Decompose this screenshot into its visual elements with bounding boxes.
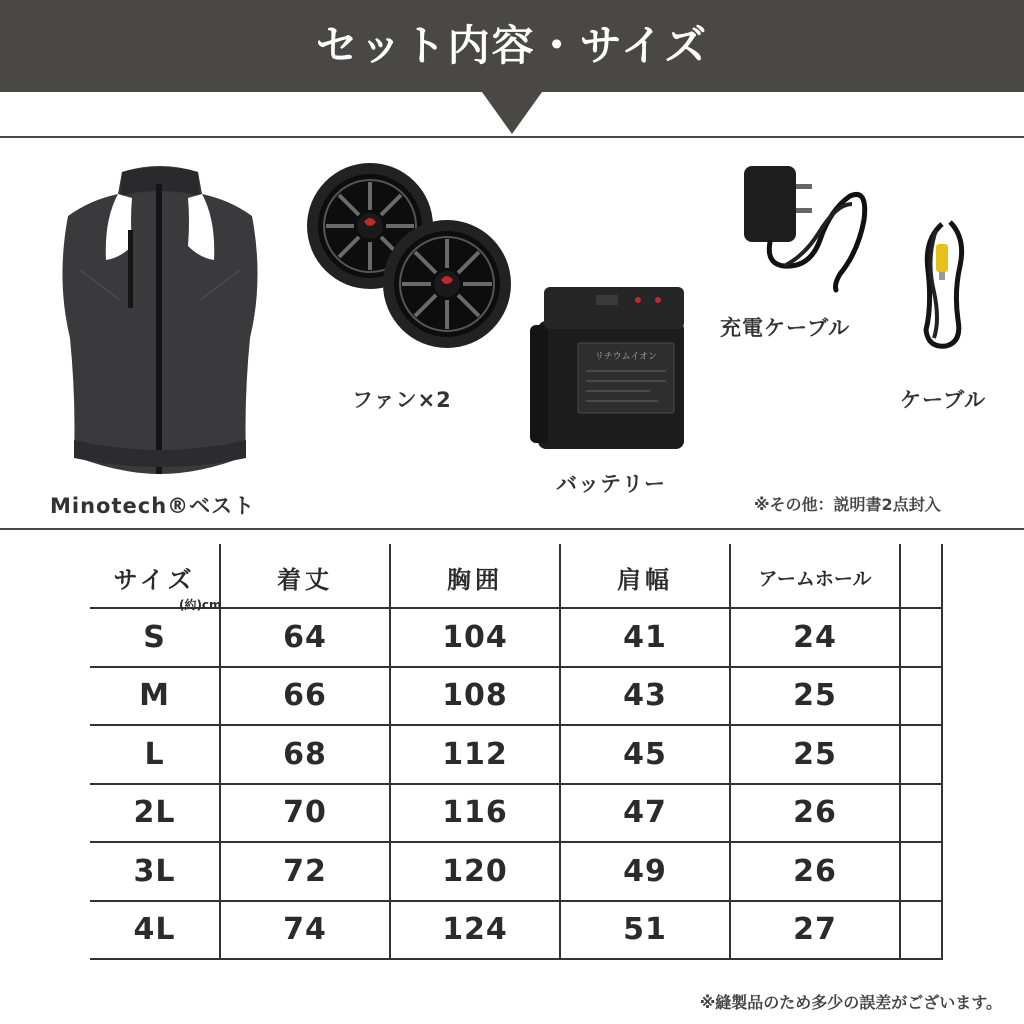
header-rule bbox=[0, 136, 1024, 138]
length-cell: 74 bbox=[220, 901, 390, 960]
battery-icon bbox=[530, 285, 690, 453]
header-unit-label: (約)cm bbox=[178, 598, 222, 612]
size-cell: 2L bbox=[90, 784, 220, 843]
battery-label: バッテリー bbox=[556, 472, 666, 496]
armhole-cell: 27 bbox=[730, 901, 900, 960]
size-cell: 4L bbox=[90, 901, 220, 960]
table-row bbox=[90, 784, 942, 843]
length-cell: 66 bbox=[220, 667, 390, 726]
header-armhole: アームホール bbox=[730, 544, 900, 608]
vest-label: Minotech®ベスト bbox=[50, 494, 256, 518]
size-table-header-row bbox=[90, 544, 942, 608]
fans-label: ファン×2 bbox=[352, 388, 452, 412]
spacer-cell bbox=[900, 901, 942, 960]
vest-icon bbox=[60, 160, 260, 478]
size-table bbox=[90, 544, 943, 960]
armhole-cell: 26 bbox=[730, 784, 900, 843]
charger-label: 充電ケーブル bbox=[720, 316, 851, 340]
header-shoulder: 肩幅 bbox=[560, 544, 730, 608]
spacer-cell bbox=[900, 667, 942, 726]
header-spacer bbox=[900, 544, 942, 608]
banner-arrow bbox=[482, 92, 542, 134]
other-contents-note: ※その他：説明書2点封入 bbox=[754, 495, 941, 514]
cable-label: ケーブル bbox=[900, 388, 987, 412]
shoulder-cell: 51 bbox=[560, 901, 730, 960]
size-cell: L bbox=[90, 725, 220, 784]
chest-cell: 104 bbox=[390, 608, 560, 667]
size-cell: M bbox=[90, 667, 220, 726]
shoulder-cell: 49 bbox=[560, 842, 730, 901]
shoulder-cell: 41 bbox=[560, 608, 730, 667]
length-cell: 64 bbox=[220, 608, 390, 667]
table-row bbox=[90, 901, 942, 960]
battery-brand-label: リチウムイオン bbox=[594, 352, 658, 362]
length-cell: 68 bbox=[220, 725, 390, 784]
cable-icon bbox=[918, 210, 972, 350]
table-row bbox=[90, 608, 942, 667]
chest-cell: 124 bbox=[390, 901, 560, 960]
table-row bbox=[90, 725, 942, 784]
length-cell: 70 bbox=[220, 784, 390, 843]
shoulder-cell: 43 bbox=[560, 667, 730, 726]
header-length: 着丈 bbox=[220, 544, 390, 608]
charger-icon bbox=[740, 160, 874, 296]
size-cell: S bbox=[90, 608, 220, 667]
armhole-cell: 25 bbox=[730, 667, 900, 726]
header-size-label: サイズ bbox=[113, 566, 196, 594]
header-size bbox=[90, 544, 222, 612]
spacer-cell bbox=[900, 842, 942, 901]
table-row bbox=[90, 667, 942, 726]
length-cell: 72 bbox=[220, 842, 390, 901]
chest-cell: 116 bbox=[390, 784, 560, 843]
spacer-cell bbox=[900, 725, 942, 784]
size-cell: 3L bbox=[90, 842, 220, 901]
armhole-cell: 25 bbox=[730, 725, 900, 784]
shoulder-cell: 45 bbox=[560, 725, 730, 784]
shoulder-cell: 47 bbox=[560, 784, 730, 843]
table-row bbox=[90, 842, 942, 901]
armhole-cell: 24 bbox=[730, 608, 900, 667]
footnote: ※縫製品のため多少の誤差がございます。 bbox=[699, 993, 1002, 1012]
chest-cell: 120 bbox=[390, 842, 560, 901]
section-rule bbox=[0, 528, 1024, 530]
spacer-cell bbox=[900, 608, 942, 667]
chest-cell: 108 bbox=[390, 667, 560, 726]
fan-icon bbox=[305, 162, 515, 352]
page-title: セット内容・サイズ bbox=[315, 21, 709, 70]
header-chest: 胸囲 bbox=[390, 544, 560, 608]
spacer-cell bbox=[900, 784, 942, 843]
armhole-cell: 26 bbox=[730, 842, 900, 901]
chest-cell: 112 bbox=[390, 725, 560, 784]
